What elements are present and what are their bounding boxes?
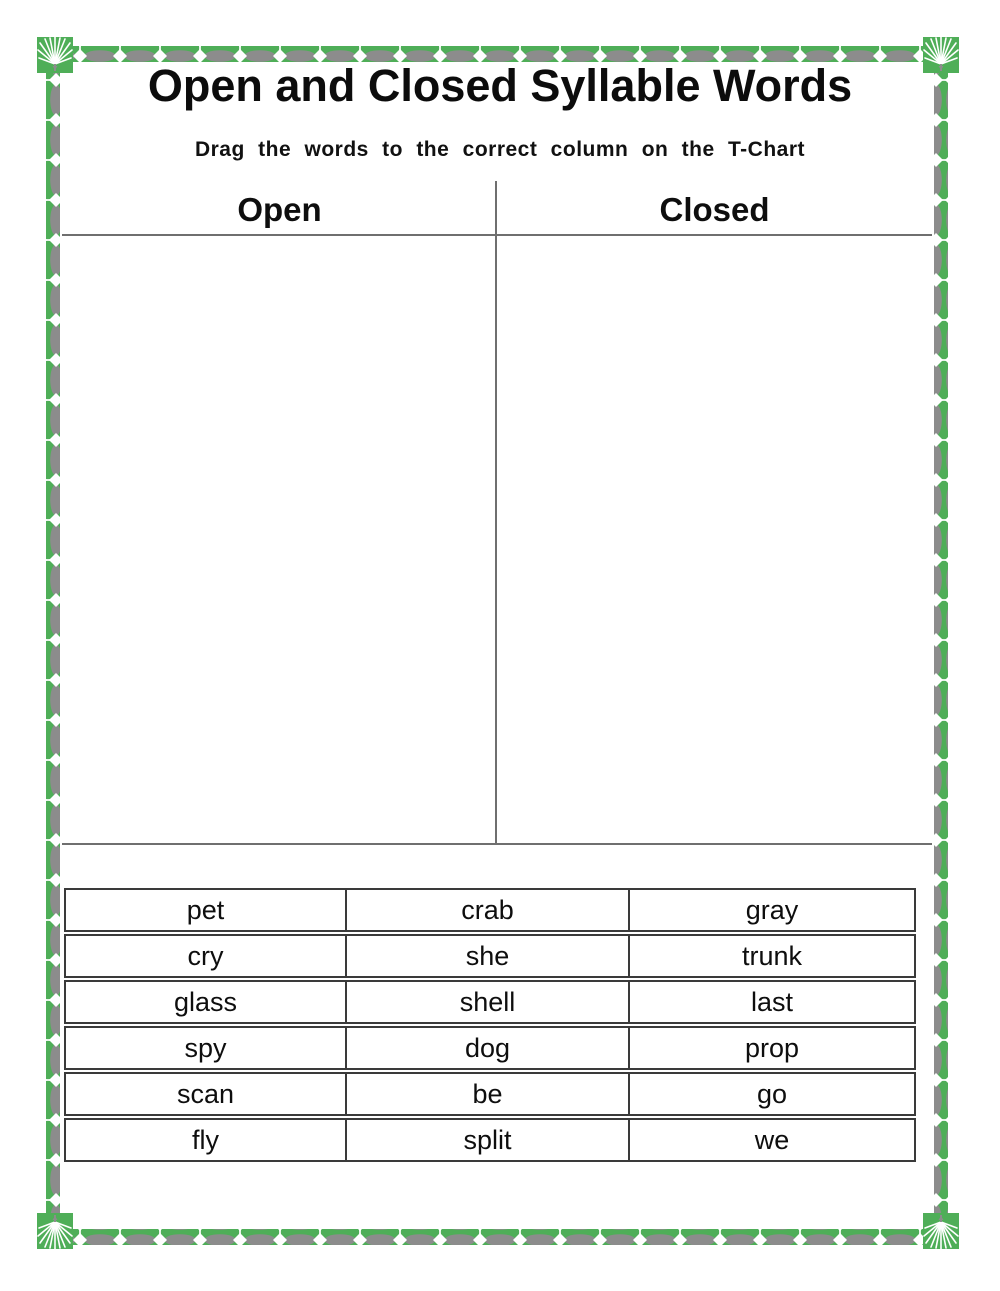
tchart-header-row: [62, 188, 932, 234]
word-cell[interactable]: last: [750, 986, 794, 1017]
word-bank-row: [64, 888, 916, 932]
closed-column-header: Closed: [659, 191, 770, 228]
word-bank-row: [64, 1072, 916, 1116]
word-bank: [64, 888, 916, 1162]
word-cell[interactable]: dog: [347, 1028, 630, 1068]
word-cell[interactable]: split: [347, 1120, 630, 1160]
page-title: Open and Closed Syllable Words: [147, 60, 853, 111]
word-cell[interactable]: she: [347, 936, 630, 976]
word-cell[interactable]: gray: [745, 894, 799, 925]
word-bank-row: [64, 1118, 916, 1162]
word-cell[interactable]: go: [756, 1078, 788, 1109]
word-cell[interactable]: shell: [347, 982, 630, 1022]
word-cell[interactable]: glass: [66, 982, 347, 1022]
word-cell[interactable]: pet: [66, 890, 347, 930]
word-cell[interactable]: crab: [347, 890, 630, 930]
word-cell[interactable]: we: [754, 1124, 790, 1155]
open-column-header: Open: [237, 191, 322, 228]
word-cell[interactable]: be: [347, 1074, 630, 1114]
word-cell[interactable]: cry: [66, 936, 347, 976]
word-cell[interactable]: spy: [66, 1028, 347, 1068]
closed-column-dropzone[interactable]: [497, 236, 932, 843]
word-cell[interactable]: scan: [66, 1074, 347, 1114]
word-bank-row: [64, 934, 916, 978]
open-column-dropzone[interactable]: [62, 236, 495, 843]
word-bank-row: [64, 980, 916, 1024]
word-cell[interactable]: fly: [66, 1120, 347, 1160]
word-cell[interactable]: trunk: [741, 940, 803, 971]
instruction-text: Drag the words to the correct column on the T-Chart: [194, 138, 806, 161]
tchart-bottom-rule: [62, 843, 932, 845]
word-cell[interactable]: prop: [744, 1032, 800, 1063]
word-bank-row: [64, 1026, 916, 1070]
